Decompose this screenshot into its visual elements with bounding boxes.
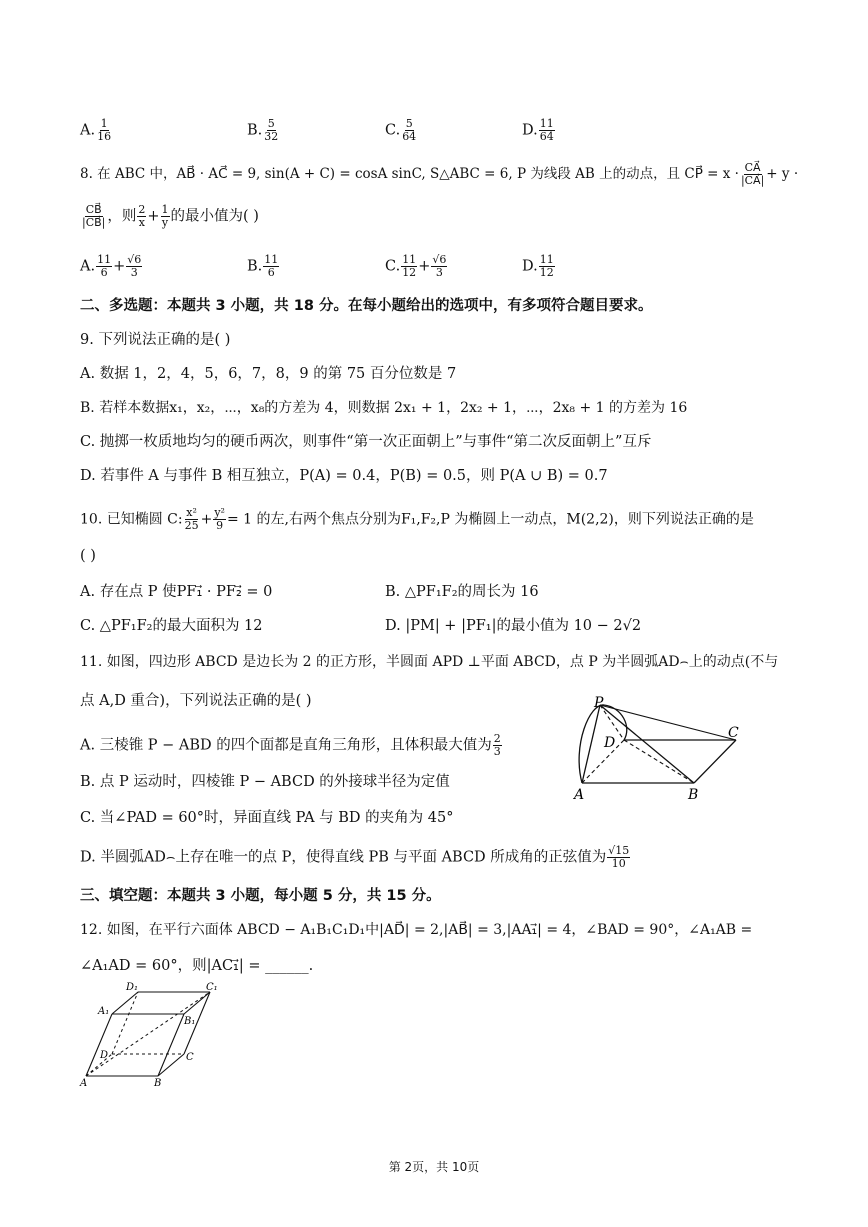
label-c: C <box>186 1052 194 1063</box>
label-a: A <box>80 1078 88 1089</box>
q8-option-d: D. $\frac{11}{12}$ <box>522 253 554 279</box>
q9-option-b: B. 若样本数据x₁，x₂，⋯，x₈的方差为 4，则数据 2x₁ + 1，2x₂ + 1，⋯，2x₈ + 1 的方差为 16 <box>80 400 688 416</box>
q12-stem-line2: ∠A₁AD = 60°，则|AC₁⃗| = ______. <box>80 958 314 974</box>
q8-option-b: B. $\frac{11}{6}$ <box>247 253 279 279</box>
q9-option-c: C. 抛掷一枚质地均匀的硬币两次，则事件“第一次正面朝上”与事件“第二次反面朝上”互斥 <box>80 434 652 450</box>
q11-option-d: D. 半圆弧AD⌢上存在唯一的点 P，使得直线 PB 与平面 ABCD 所成角的正弦值为 $\frac{√15}{10}$ <box>80 844 630 870</box>
edge-bc <box>694 740 736 783</box>
edge-bb1 <box>158 1014 184 1076</box>
edge-pa <box>582 705 600 783</box>
label-b: B <box>154 1078 162 1089</box>
q11-option-c: C. 当∠PAD = 60°时，异面直线 PA 与 BD 的夹角为 45° <box>80 810 454 826</box>
q11-stem-line2: 点 A,D 重合)，下列说法正确的是( ) <box>80 693 312 709</box>
q7-option-b: B. $\frac{5}{32}$ <box>247 117 279 143</box>
q7-option-c: C. $\frac{5}{64}$ <box>385 117 417 143</box>
edge-bc <box>158 1054 184 1076</box>
q8-stem-line1: 8. 在 ABC 中，AB⃗ · AC⃗ = 9, sin(A + C) = cosA sinC, S△ABC = 6, P 为线段 AB 上的动点，且 CP⃗ = x · $\frac{CA⃗}{|CA⃗|}$ + y · <box>80 161 799 187</box>
q9-option-d: D. 若事件 A 与事件 B 相互独立，P(A) = 0.4，P(B) = 0.5，则 P(A ∪ B) = 0.7 <box>80 468 608 484</box>
q7-option-a: A. $\frac{1}{16}$ <box>80 117 112 143</box>
q11-stem-line1: 11. 如图，四边形 ABCD 是边长为 2 的正方形，半圆面 APD ⊥平面 ABCD，点 P 为半圆弧AD⌢上的动点(不与 <box>80 654 779 670</box>
q10-option-b: B. △PF₁F₂的周长为 16 <box>385 584 539 600</box>
q8-option-a: A. $\frac{11}{6}$ + $\frac{√6}{3}$ <box>80 253 142 279</box>
q8-stem-line2: $\frac{CB⃗}{|CB⃗|}$ ，则 $\frac{2}{x}$ + $\frac{1}{y}$ 的最小值为( ) <box>82 203 259 229</box>
q10-option-c: C. △PF₁F₂的最大面积为 12 <box>80 618 263 634</box>
q10-option-d: D. |PM| + |PF₁|的最小值为 10 − 2√2 <box>385 618 642 634</box>
q10-paren: ( ) <box>80 548 96 564</box>
q7-option-d: D. $\frac{11}{64}$ <box>522 117 554 143</box>
label-c: C <box>728 725 739 741</box>
semicircle-arc <box>579 705 627 783</box>
label-d1: D₁ <box>126 982 139 993</box>
section2-heading: 二、多选题：本题共 3 小题，共 18 分。在每小题给出的选项中，有多项符合题目要求。 <box>80 298 653 314</box>
edge-dd1 <box>112 992 138 1054</box>
q10-option-a: A. 存在点 P 使PF₁⃗ · PF₂⃗ = 0 <box>80 584 273 600</box>
q11-pyramid-figure <box>570 695 750 805</box>
edge-a1d1 <box>112 992 138 1014</box>
q11-option-a: A. 三棱锥 P − ABD 的四个面都是直角三角形，且体积最大值为 $\frac{2}{3}$ <box>80 732 501 758</box>
label-b1: B₁ <box>184 1016 196 1027</box>
label-b: B <box>688 787 699 803</box>
edge-b1c1 <box>184 992 210 1014</box>
q9-option-a: A. 数据 1，2，4，5，6，7，8，9 的第 75 百分位数是 7 <box>80 366 457 382</box>
label-a: A <box>574 787 585 803</box>
label-d: D <box>604 735 616 751</box>
q8-option-c: C. $\frac{11}{12}$ + $\frac{√6}{3}$ <box>385 253 447 279</box>
label-a1: A₁ <box>98 1006 110 1017</box>
q11-option-b: B. 点 P 运动时，四棱锥 P − ABCD 的外接球半径为定值 <box>80 774 450 790</box>
label-d: D <box>100 1050 109 1061</box>
label-c1: C₁ <box>206 982 218 993</box>
edge-ad <box>582 740 624 783</box>
q12-parallelepiped-figure <box>78 980 228 1090</box>
edge-ad <box>86 1054 112 1076</box>
q9-stem: 9. 下列说法正确的是( ) <box>80 332 231 348</box>
page-footer: 第 2页，共 10页 <box>388 1160 480 1174</box>
edge-aa1 <box>86 1014 112 1076</box>
section3-heading: 三、填空题：本题共 3 小题，每小题 5 分，共 15 分。 <box>80 888 441 904</box>
diagonal-ac1 <box>86 992 210 1076</box>
q12-stem-line1: 12. 如图，在平行六面体 ABCD − A₁B₁C₁D₁中|AD⃗| = 2,|AB⃗| = 3,|AA₁⃗| = 4，∠BAD = 90°，∠A₁AB = <box>80 922 753 938</box>
q10-stem: 10. 已知椭圆 C: $\frac{\text{x²}}{25}$ + $\frac{\text{y²}}{9}$ = 1 的左,右两个焦点分别为F₁,F₂,P 为椭圆上一动点，M(2,2)，则下列说法正确的是 <box>80 506 754 532</box>
label-p: P <box>594 695 604 711</box>
edge-db <box>624 740 694 783</box>
